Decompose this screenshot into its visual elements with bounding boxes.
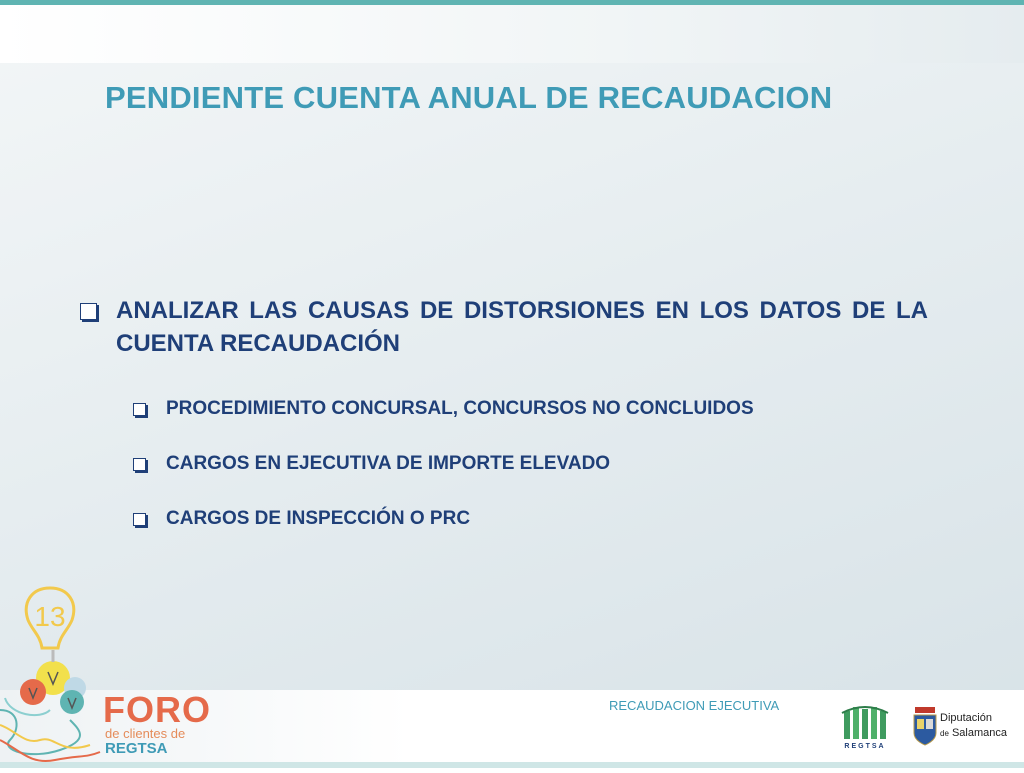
- foro-logo-word: FORO: [103, 689, 211, 730]
- regtsa-logo: [840, 703, 890, 753]
- sub-bullet: [131, 453, 931, 475]
- diputacion-line2-prefix: de: [940, 729, 949, 738]
- foro-logo-line2: REGTSA: [105, 740, 168, 757]
- coat-of-arms-icon: [912, 705, 938, 747]
- foro-logo-line1: de clientes de: [105, 726, 186, 741]
- diputacion-line1: Diputación: [940, 712, 992, 724]
- diputacion-line2: Salamanca: [951, 727, 1008, 739]
- sub-bullet: [131, 398, 931, 420]
- sub-bullet-text: CARGOS DE INSPECCIÓN O PRC: [166, 508, 471, 529]
- header-band: [0, 5, 1024, 63]
- diputacion-logo-text: [940, 711, 1007, 741]
- main-bullet-text: ANALIZAR LAS CAUSAS DE DISTORSIONES EN LOS DATOS DE LA CUENTA RECAUDACIÓN: [116, 297, 928, 357]
- foro-logo: [0, 580, 210, 768]
- sub-bullet-text: CARGOS EN EJECUTIVA DE IMPORTE ELEVADO: [166, 453, 611, 474]
- checkbox-square-icon: [133, 458, 146, 471]
- sub-bullet-text: PROCEDIMIENTO CONCURSAL, CONCURSOS NO CONCLUIDOS: [166, 398, 754, 419]
- checkbox-square-icon: [133, 403, 146, 416]
- regtsa-emblem-icon: [840, 703, 890, 743]
- checkbox-square-icon: [80, 303, 97, 320]
- diputacion-logo: [912, 705, 1022, 751]
- svg-text:13: 13: [34, 601, 66, 632]
- regtsa-logo-label: REGTSA: [844, 743, 886, 750]
- slide-title: PENDIENTE CUENTA ANUAL DE RECAUDACION: [105, 80, 833, 115]
- main-bullet: [78, 294, 928, 360]
- sub-bullet: [131, 508, 931, 530]
- checkbox-square-icon: [133, 513, 146, 526]
- footer-section-label: RECAUDACION EJECUTIVA: [609, 698, 780, 713]
